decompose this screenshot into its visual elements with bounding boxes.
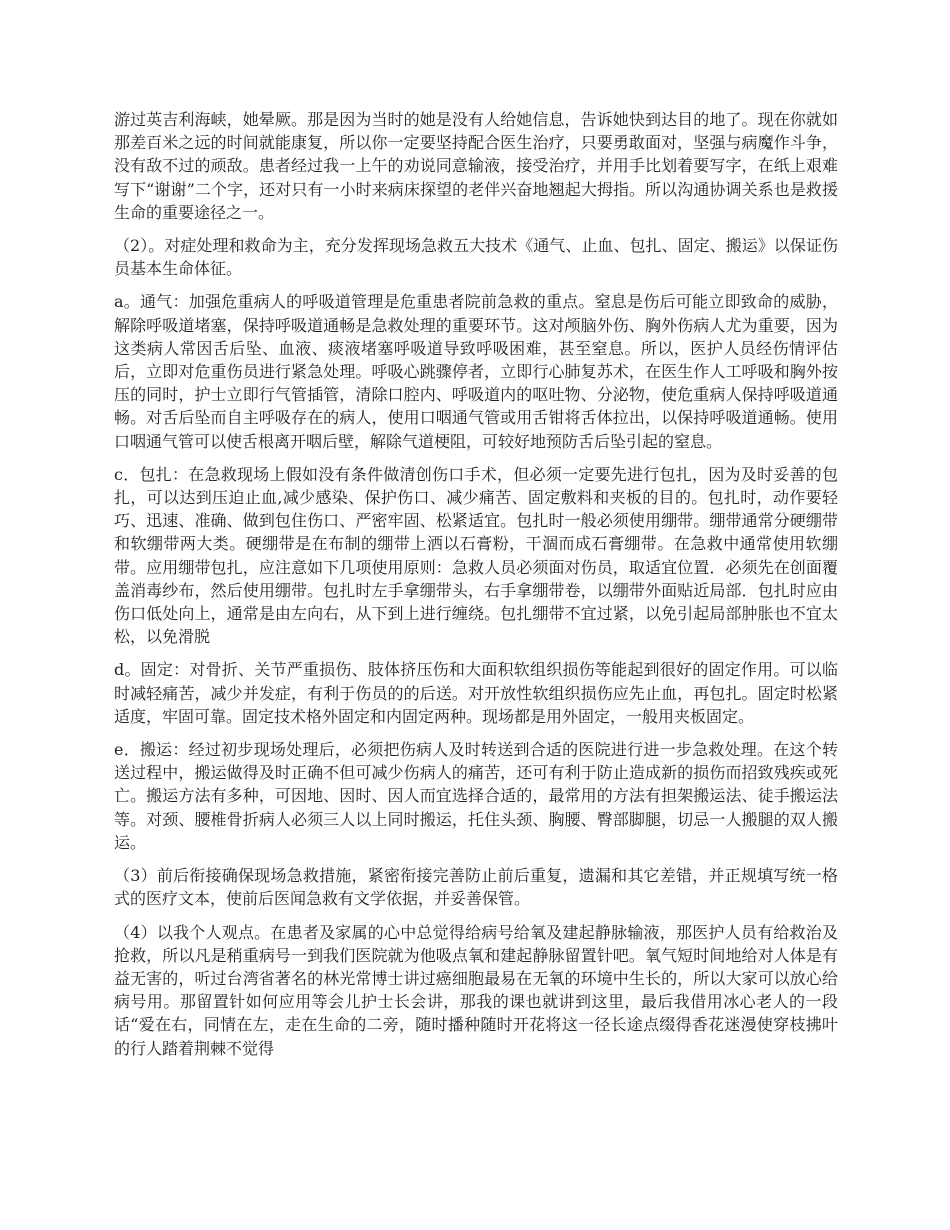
paragraph-bandaging: c．包扎：在急救现场上假如没有条件做清创伤口手术，但必须一定要先进行包扎，因为及时妥善的包扎，可以达到压迫止血,减少感染、保护伤口、减少痛苦、固定敷料和夹板的目的。包扎时，动作要轻巧、迅速、准确、做到包住伤口、严密牢固、松紧适宜。包扎时一般必须使用绷带。绷带通常分硬绷带和软绷带两大类。硬绷带是在布制的绷带上洒以石膏粉，干涸而成石膏绷带。在急救中通常使用软绷带。应用绷带包扎，应注意如下几项使用原则：急救人员必须面对伤员，取适宜位置．必须先在创面覆盖消毒纱布，然后使用绷带。包扎时左手拿绷带头，右手拿绷带卷，以绷带外面贴近局部．包扎时应由伤口低处向上，通常是由左向右，从下到上进行缠绕。包扎绷带不宜过紧，以免引起局部肿胀也不宜太松，以免滑脱 bbox=[114, 464, 838, 647]
paragraph-section-3: （3）前后衔接确保现场急救措施，紧密衔接完善防止前后重复，遗漏和其它差错，并正规填写统一格式的医疗文本，使前后医闻急救有文学依据，并妥善保管。 bbox=[114, 866, 838, 909]
paragraph-section-4: （4）以我个人观点。在患者及家属的心中总觉得给病号给氧及建起静脉输液，那医护人员有给救治及抢救，所以凡是稍重病号一到我们医院就为他吸点氧和建起静脉留置针吧。氧气短时间地给对人体是有益无害的，听过台湾省著名的林光常博士讲过癌细胞最易在无氧的环境中生长的，所以大家可以放心给病号用。那留置针如何应用等会儿护士长会讲，那我的课也就讲到这里，最后我借用冰心老人的一段话“爱在右，同情在左，走在生命的二旁，随时播种随时开花将这一径长途点缀得香花迷漫使穿枝拂叶的行人踏着荆棘不觉得 bbox=[114, 922, 838, 1058]
document-body bbox=[114, 108, 838, 1070]
paragraph-transport: e．搬运：经过初步现场处理后，必须把伤病人及时转送到合适的医院进行进一步急救处理。在这个转送过程中，搬运做得及时正确不但可减少伤病人的痛苦，还可有利于防止造成新的损伤而招致残疾或死亡。搬运方法有多种，可因地、因时、因人而宜选择合适的，最常用的方法有担架搬运法、徒手搬运法等。对颈、腰椎骨折病人必须三人以上同时搬运，托住头颈、胸腰、臀部脚腿，切忌一人搬腿的双人搬运。 bbox=[114, 740, 838, 852]
paragraph-fixation: d。固定：对骨折、关节严重损伤、肢体挤压伤和大面积软组织损伤等能起到很好的固定作用。可以临时减轻痛苦，减少并发症，有利于伤员的的后送。对开放性软组织损伤应先止血，再包扎。固定时松紧适度，牢固可靠。固定技术格外固定和内固定两种。现场都是用外固定，一般用夹板固定。 bbox=[114, 660, 838, 726]
paragraph-ventilation: a。通气：加强危重病人的呼吸道管理是危重患者院前急救的重点。窒息是伤后可能立即致命的威胁，解除呼吸道堵塞，保持呼吸道通畅是急救处理的重要环节。这对颅脑外伤、胸外伤病人尤为重要，因为这类病人常因舌后坠、血液、痰液堵塞呼吸道导致呼吸困难，甚至窒息。所以，医护人员经伤情评估后，立即对危重伤员进行紧急处理。呼吸心跳骤停者，立即行心肺复苏术，在医生作人工呼吸和胸外按压的同时，护士立即行气管插管，清除口腔内、呼吸道内的呕吐物、分泌物，使危重病人保持呼吸道通畅。对舌后坠而自主呼吸存在的病人，使用口咽通气管或用舌钳将舌体拉出，以保持呼吸道通畅。使用口咽通气管可以使舌根离开咽后壁，解除气道梗阻，可较好地预防舌后坠引起的窒息。 bbox=[114, 292, 838, 451]
paragraph-intro-continuation: 游过英吉利海峡，她晕厥。那是因为当时的她是没有人给她信息，告诉她快到达目的地了。现在你就如那差百米之远的时间就能康复，所以你一定要坚持配合医生治疗，只要勇敢面对，坚强与病魔作斗争，没有敌不过的顽敌。患者经过我一上午的劝说同意输液，接受治疗，并用手比划着要写字，在纸上艰难写下“谢谢”二个字，还对只有一小时来病床探望的老伴兴奋地翘起大拇指。所以沟通协调关系也是救援生命的重要途径之一。 bbox=[114, 110, 838, 222]
paragraph-section-2: （2）。对症处理和救命为主，充分发挥现场急救五大技术《通气、止血、包扎、固定、搬运》以保证伤员基本生命体征。 bbox=[114, 236, 838, 279]
